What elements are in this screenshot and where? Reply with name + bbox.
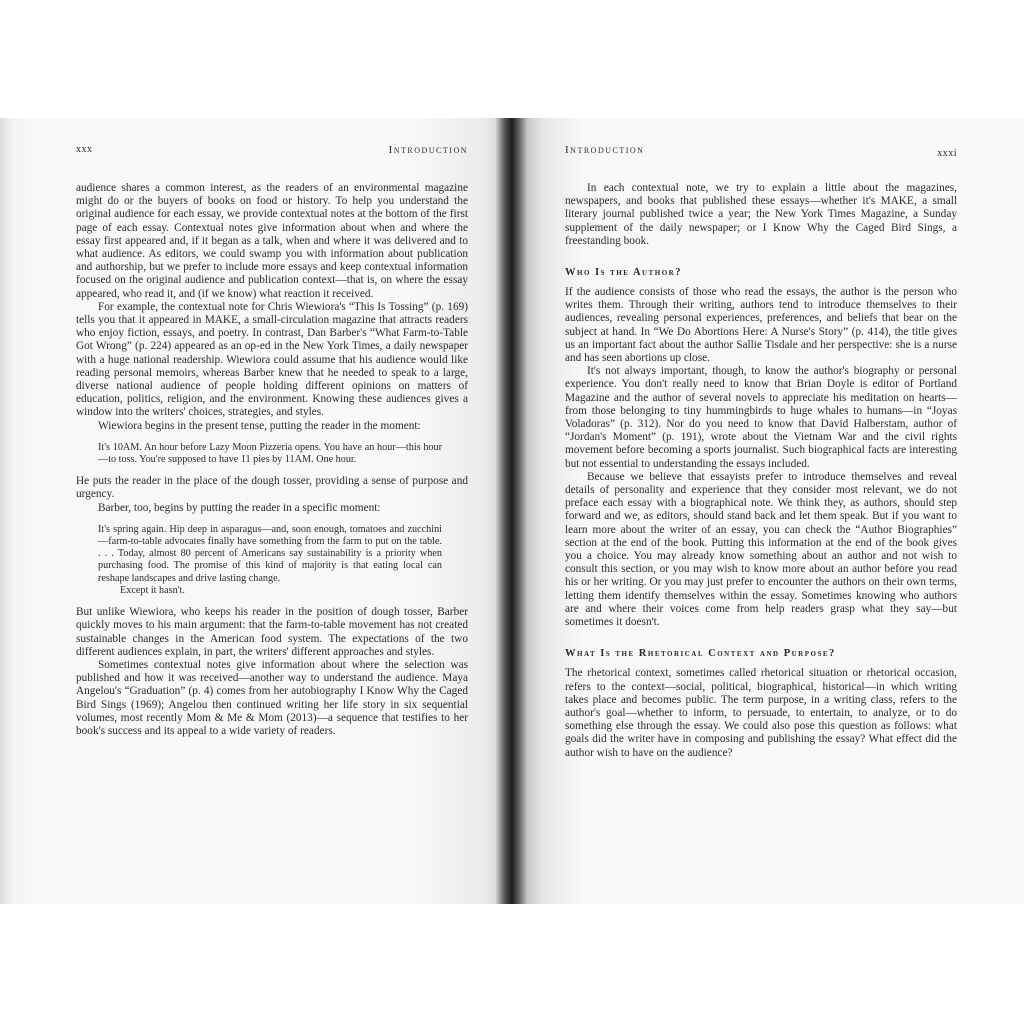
right-running-head [565, 140, 957, 162]
left-running-title: Introduction [388, 144, 468, 156]
paragraph: Because we believe that essayists prefer to introduce themselves and reveal details of personality and experience that they consider most relevant, we do not preface each essay with a biographical note. We think they, as authors, should step forward and we, as editors, should stand back and let them speak. But if you want to learn more about the writer of an essay, you can check the “Author Biographies” section at the end of the book. Putting this information at the end of the book gives you a choice. You may already know something about an author and not wish to consult this section, or you may wish to know more about an author before you read his or her writing. Or you may just prefer to encounter the authors on their own terms, letting them identify themselves within the essay. Sometimes knowing who authors are and where their voices come from help readers grasp what they say—but sometimes it doesn't. [565, 470, 957, 629]
right-body-text [565, 182, 957, 760]
block-quote [98, 442, 442, 466]
paragraph: For example, the contextual note for Chris Wiewiora's “This Is Tossing” (p. 169) tells you that it appeared in MAKE, a small-circulation magazine that attracts readers who enjoy fiction, essays, and poetry. In contrast, Dan Barber's “What Farm-to-Table Got Wrong” (p. 224) appeared as an op-ed in the New York Times, a daily newspaper with a huge national readership. Wiewiora could assume that his audience would like reading personal memoirs, whereas Barber knew that he needed to speak to a large, diverse national audience of people holding different opinions on matters of education, politics, religion, and the environment. Knowing these audiences gives a window into the writers' choices, strategies, and styles. [76, 300, 468, 419]
right-page-column [565, 140, 957, 760]
left-body-text [76, 182, 468, 738]
left-page-number: xxx [76, 144, 93, 155]
paragraph: If the audience consists of those who read the essays, the author is the person who writes them. Through their writing, authors tend to introduce themselves to their audiences, revealing personal experiences, preferences, and beliefs that bear on the subject at hand. In “We Do Abortions Here: A Nurse's Story” (p. 414), the title gives us an important fact about the author Sallie Tisdale and her perspective: she is a nurse and has seen abortions up close. [565, 286, 957, 365]
right-page-number: xxxi [937, 148, 957, 159]
paragraph: Barber, too, begins by putting the reader in a specific moment: [98, 501, 381, 514]
paragraph: But unlike Wiewiora, who keeps his reader in the position of dough tosser, Barber quickly moves to his main argument: that the farm-to-table movement has not created sustainable changes in the American food system. The expectations of the two different audiences explain, in part, the writers' different approaches and styles. [76, 606, 468, 658]
right-running-title: Introduction [565, 144, 645, 156]
paragraph: He puts the reader in the place of the dough tosser, providing a sense of purpose and urgency. [76, 475, 468, 501]
paragraph: audience shares a common interest, as the readers of an environmental magazine might do or the buyers of books on food or history. To help you understand the original audience for each essay, we provide contextual notes at the bottom of the first page of each essay. Contextual notes give information about when and where the essay first appeared and, if it began as a talk, when and where it was delivered and to what audience. As editors, we could swamp you with information about publication and authorship, but we prefer to include more essays and keep contextual information focused on the original audience and publication context—that is, on where the essay appeared, who read it, and (if we know) what reaction it received. [76, 182, 468, 300]
quote-text: It's 10AM. An hour before Lazy Moon Pizzeria opens. You have an hour—this hour—to toss. You're supposed to have 11 pies by 11AM. One hour. [98, 441, 442, 466]
quote-text: Except it hasn't. [120, 584, 185, 596]
left-page-edge [0, 118, 12, 904]
paragraph: It's not always important, though, to know the author's biography or personal experience. You don't really need to know that Brian Doyle is editor of Portland Magazine and the author of several novels to appreciate his meditation on hearts—from those belonging to tiny hummingbirds to huge whales to humans—in “Joyas Voladoras” (p. 312). Nor do you need to know that David Halberstam, author of “Jordan's Moment” (p. 191), wrote about the Vietnam War and the civil rights movement before becoming a sports journalist. Such biographical facts are interesting but not essential to understanding the essays included. [565, 365, 957, 470]
book-gutter [496, 118, 528, 904]
paragraph: Wiewiora begins in the present tense, putting the reader in the moment: [98, 419, 421, 432]
paragraph: Sometimes contextual notes give information about where the selection was published and how it was received—another way to understand the audience. Maya Angelou's “Graduation” (p. 4) comes from her autobiography I Know Why the Caged Bird Sings (1969); Angelou then continued writing her life story in six sequential volumes, most recently Mom & Me & Mom (2013)—a sequence that testifies to her book's success and its appeal to a wide variety of readers. [76, 658, 468, 737]
block-quote [98, 524, 442, 597]
left-page-column [76, 140, 468, 738]
section-heading: Who Is the Author? [565, 267, 682, 279]
left-running-head [76, 140, 468, 162]
paragraph: The rhetorical context, sometimes called rhetorical situation or rhetorical occasion, refers to the context—social, political, biographical, historical—in which writing takes place and becomes public. The term purpose, in a writing class, refers to the author's goal—whether to inform, to persuade, to entertain, to analyze, or to do something else through the essay. We could also pose this question as follows: what goals did the writer have in composing and publishing the essay? What effect did the author wish to have on the audience? [565, 667, 957, 759]
section-heading: What Is the Rhetorical Context and Purpose? [565, 648, 836, 660]
quote-text: It's spring again. Hip deep in asparagus—and, soon enough, tomatoes and zucchini—farm-to-table advocates finally have something from the farm to put on the table. . . . Today, almost 80 percent of Americans say sustainability is a priority when purchasing food. The promise of this kind of majority is that eating local can reshape landscapes and drive lasting change. [98, 523, 442, 584]
paragraph: In each contextual note, we try to explain a little about the magazines, newspapers, and books that published these essays—whether it's MAKE, a small literary journal published twice a year; the New York Times Magazine, a Sunday supplement of the daily newspaper; or I Know Why the Caged Bird Sings, a freestanding book. [565, 182, 957, 247]
